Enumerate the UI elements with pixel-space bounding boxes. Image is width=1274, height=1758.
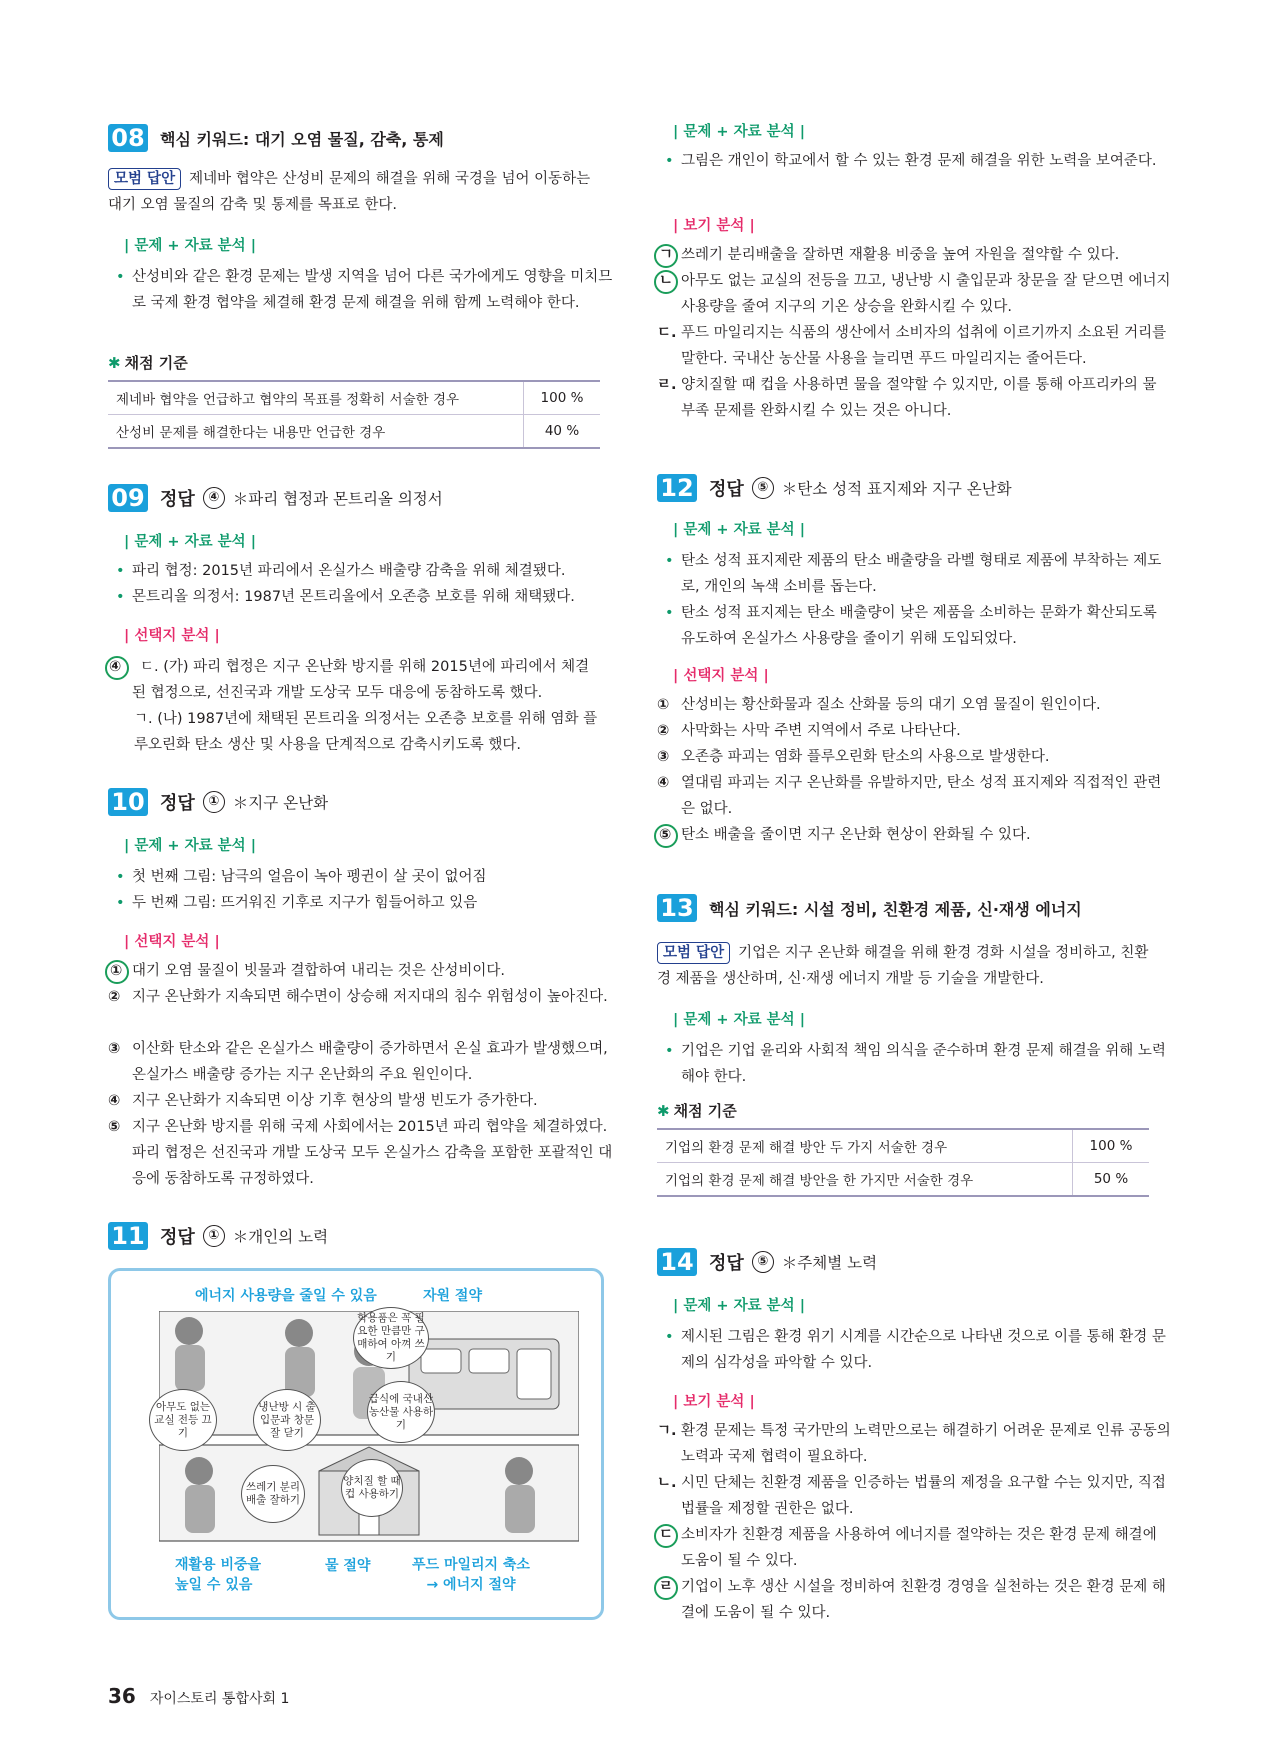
q12-bullet-2: • 탄소 성적 표지제는 탄소 배출량이 낮은 제품을 소비하는 문화가 확산되도록 유도하여 온실가스 사용량을 줄이기 위해 도입되었다. bbox=[663, 600, 1167, 652]
q11-topic: ＊개인의 노력 bbox=[232, 1228, 329, 1246]
q10-option-4: ④ 지구 온난화가 지속되면 이상 기후 현상의 발생 빈도가 증가한다. bbox=[108, 1093, 538, 1109]
q14-option-2: ㄴ. 시민 단체는 친환경 제품을 인증하는 법률의 제정을 요구할 수는 있지만, 직접 법률을 제정할 권한은 없다. bbox=[657, 1475, 1166, 1517]
q12-option-2: ② 사막화는 사막 주변 지역에서 주로 나타난다. bbox=[657, 723, 961, 739]
answer-label: 정답 bbox=[709, 1253, 744, 1274]
q12-option-3: ③ 오존층 파괴는 염화 플루오린화 탄소의 사용으로 발생한다. bbox=[657, 749, 1050, 765]
q11-header bbox=[108, 1222, 328, 1250]
q13-criteria-table bbox=[657, 1128, 1149, 1197]
q13-criteria-title: ✱ 채점 기준 bbox=[657, 1102, 737, 1120]
page-footer bbox=[108, 1684, 289, 1708]
model-answer-badge: 모범 답안 bbox=[108, 168, 181, 190]
answer-label: 정답 bbox=[160, 793, 195, 814]
q11-option-4: ㄹ. 양치질할 때 컵을 사용하면 물을 절약할 수 있지만, 이를 통해 아프리카의 물 부족 문제를 완화시킬 수 있는 것은 아니다. bbox=[657, 377, 1157, 419]
q11-bullet: • 그림은 개인이 학교에서 할 수 있는 환경 문제 해결을 위한 노력을 보여준다. bbox=[663, 148, 1167, 174]
q10-number: 10 bbox=[108, 788, 148, 816]
illus-label-recycle: 재활용 비중을 높일 수 있음 bbox=[175, 1557, 262, 1593]
q11-section-analysis: | 문제 + 자료 분석 | bbox=[673, 124, 806, 140]
q09-bullet-2: • 몬트리올 의정서: 1987년 몬트리올에서 오존층 보호를 위해 채택됐다. bbox=[114, 584, 618, 610]
q10-header bbox=[108, 788, 328, 816]
q10-bullet-1: • 첫 번째 그림: 남극의 얼음이 녹아 펭귄이 살 곳이 없어짐 bbox=[114, 864, 618, 890]
q12-option-5: ⑤ 탄소 배출을 줄이면 지구 온난화 현상이 완화될 수 있다. bbox=[657, 822, 1173, 848]
q13-model-text: 기업은 지구 온난화 해결을 위해 환경 경화 시설을 정비하고, 친환경 제품을 생산하며, 신·재생 에너지 개발 등 기술을 개발한다. bbox=[657, 945, 1149, 987]
q11-illustration bbox=[108, 1268, 604, 1620]
q13-number: 13 bbox=[657, 894, 697, 922]
q14-header bbox=[657, 1248, 877, 1276]
q08-criteria-title: ✱ 채점 기준 bbox=[108, 354, 188, 372]
answer-value: ⑤ bbox=[752, 477, 774, 499]
q09-option-1 bbox=[108, 654, 600, 706]
illus-label-energy: 에너지 사용량을 줄일 수 있음 bbox=[195, 1288, 377, 1304]
q09-header bbox=[108, 484, 443, 512]
answer-label: 정답 bbox=[709, 479, 744, 500]
answer-value: ⑤ bbox=[752, 1251, 774, 1273]
book-title: 자이스토리 통합사회 1 bbox=[149, 1691, 290, 1707]
answer-label: 정답 bbox=[160, 1227, 195, 1248]
q08-title: 핵심 키워드: 대기 오염 물질, 감축, 통제 bbox=[160, 129, 444, 149]
model-answer-badge: 모범 답안 bbox=[657, 942, 730, 964]
q14-section-options: | 보기 분석 | bbox=[673, 1394, 755, 1410]
q11-section-options: | 보기 분석 | bbox=[673, 218, 755, 234]
q14-option-3: ㄷ 소비자가 친환경 제품을 사용하여 에너지를 절약하는 것은 환경 문제 해결에 도움이 될 수 있다. bbox=[657, 1522, 1173, 1574]
q09-option-2: ㄱ. (나) 1987년에 채택된 몬트리올 의정서는 오존층 보호를 위해 염화 플루오린화 탄소 생산 및 사용을 단계적으로 감축시키도록 했다. bbox=[134, 711, 598, 753]
q10-option-2: ② 지구 온난화가 지속되면 해수면이 상승해 저지대의 침수 위험성이 높아진다. bbox=[108, 989, 608, 1005]
bubble-supplies: 학용품은 꼭 필요한 만큼만 구매하여 아껴 쓰기 bbox=[353, 1307, 429, 1369]
criteria-pct: 40 % bbox=[524, 415, 601, 449]
q09-number: 09 bbox=[108, 484, 148, 512]
q14-option-1: ㄱ. 환경 문제는 특정 국가만의 노력만으로는 해결하기 어려운 문제로 인류 공동의 노력과 국제 협력이 필요하다. bbox=[657, 1423, 1171, 1465]
illus-label-resource: 자원 절약 bbox=[423, 1288, 482, 1304]
q08-header bbox=[108, 124, 444, 152]
criteria-pct: 100 % bbox=[1073, 1129, 1150, 1163]
table-row bbox=[657, 1163, 1149, 1197]
q11-option-2: ㄴ 아무도 없는 교실의 전등을 끄고, 냉난방 시 출입문과 창문을 잘 닫으면 에너지 사용량을 줄여 지구의 기온 상승을 완화시킬 수 있다. bbox=[657, 268, 1173, 320]
bubble-doors: 냉난방 시 출입문과 창문 잘 닫기 bbox=[253, 1389, 321, 1451]
q10-topic: ＊지구 온난화 bbox=[232, 794, 329, 812]
bubble-recycle: 쓰레기 분리배출 잘하기 bbox=[241, 1465, 305, 1523]
q13-section-analysis: | 문제 + 자료 분석 | bbox=[673, 1012, 806, 1028]
table-row bbox=[657, 1129, 1149, 1163]
answer-value: ① bbox=[203, 791, 225, 813]
criteria-text: 기업의 환경 문제 해결 방안을 한 가지만 서술한 경우 bbox=[657, 1163, 1073, 1197]
q10-section-options: | 선택지 분석 | bbox=[124, 934, 220, 950]
table-row bbox=[108, 381, 600, 415]
q08-number: 08 bbox=[108, 124, 148, 152]
q09-topic: ＊파리 협정과 몬트리올 의정서 bbox=[232, 490, 443, 508]
asterisk-icon: ✱ bbox=[108, 354, 121, 372]
q12-bullet-1: • 탄소 성적 표지제란 제품의 탄소 배출량을 라벨 형태로 제품에 부착하는 제도로, 개인의 녹색 소비를 돕는다. bbox=[663, 548, 1167, 600]
q12-header bbox=[657, 474, 1012, 502]
q08-model-text: 제네바 협약은 산성비 문제의 해결을 위해 국경을 넘어 이동하는 대기 오염 물질의 감축 및 통제를 목표로 한다. bbox=[108, 171, 591, 213]
q14-option-4: ㄹ 기업이 노후 생산 시설을 정비하여 친환경 경영을 실천하는 것은 환경 문제 해결에 도움이 될 수 있다. bbox=[657, 1574, 1173, 1626]
q12-option-4: ④ 열대림 파괴는 지구 온난화를 유발하지만, 탄소 성적 표지제와 직접적인 관련은 없다. bbox=[657, 775, 1162, 817]
q10-section-analysis: | 문제 + 자료 분석 | bbox=[124, 838, 257, 854]
bubble-lights: 아무도 없는 교실 전등 끄기 bbox=[149, 1389, 217, 1451]
q09-section-options: | 선택지 분석 | bbox=[124, 628, 220, 644]
q13-model-answer bbox=[657, 940, 1149, 992]
q11-option-1: ㄱ 쓰레기 분리배출을 잘하면 재활용 비중을 높여 자원을 절약할 수 있다. bbox=[657, 242, 1173, 268]
q08-bullet: • 산성비와 같은 환경 문제는 발생 지역을 넘어 다른 국가에게도 영향을 미치므로 국제 환경 협약을 체결해 환경 문제 해결을 위해 함께 노력해야 한다. bbox=[114, 264, 618, 316]
q11-number: 11 bbox=[108, 1222, 148, 1250]
q12-section-options: | 선택지 분석 | bbox=[673, 668, 769, 684]
q12-number: 12 bbox=[657, 474, 697, 502]
q08-model-answer bbox=[108, 166, 600, 218]
q08-criteria-table bbox=[108, 380, 600, 449]
answer-value: ④ bbox=[203, 487, 225, 509]
criteria-text: 산성비 문제를 해결한다는 내용만 언급한 경우 bbox=[108, 415, 524, 449]
criteria-pct: 100 % bbox=[524, 381, 601, 415]
answer-value: ① bbox=[203, 1225, 225, 1247]
q14-bullet: • 제시된 그림은 환경 위기 시계를 시간순으로 나타낸 것으로 이를 통해 환경 문제의 심각성을 파악할 수 있다. bbox=[663, 1324, 1167, 1376]
table-row bbox=[108, 415, 600, 449]
illus-label-food-mileage: 푸드 마일리지 축소 → 에너지 절약 bbox=[412, 1557, 530, 1593]
q13-title: 핵심 키워드: 시설 정비, 친환경 제품, 신·재생 에너지 bbox=[709, 899, 1082, 919]
q10-option-5: ⑤ 지구 온난화 방지를 위해 국제 사회에서는 2015년 파리 협약을 체결하였다. 파리 협정은 선진국과 개발 도상국 모두 온실가스 감축을 포함한 포괄적인 대응에 동참하도록 규정하였다. bbox=[108, 1119, 613, 1187]
q09-section-analysis: | 문제 + 자료 분석 | bbox=[124, 534, 257, 550]
page-number: 36 bbox=[108, 1684, 136, 1708]
criteria-pct: 50 % bbox=[1073, 1163, 1150, 1197]
answer-label: 정답 bbox=[160, 489, 195, 510]
illus-label-water: 물 절약 bbox=[325, 1558, 371, 1574]
bubble-cup: 양치질 할 때 컵 사용하기 bbox=[341, 1459, 403, 1517]
q14-topic: ＊주체별 노력 bbox=[781, 1254, 878, 1272]
option-mark: ④ bbox=[109, 659, 122, 675]
q12-section-analysis: | 문제 + 자료 분석 | bbox=[673, 522, 806, 538]
q10-option-1: ① 대기 오염 물질이 빗물과 결합하여 내리는 것은 산성비이다. bbox=[108, 958, 624, 984]
q11-option-3: ㄷ. 푸드 마일리지는 식품의 생산에서 소비자의 섭취에 이르기까지 소요된 거리를 말한다. 국내산 농산물 사용을 늘리면 푸드 마일리지는 줄어든다. bbox=[657, 325, 1167, 367]
asterisk-icon: ✱ bbox=[657, 1102, 670, 1120]
q14-section-analysis: | 문제 + 자료 분석 | bbox=[673, 1298, 806, 1314]
q12-topic: ＊탄소 성적 표지제와 지구 온난화 bbox=[781, 480, 1012, 498]
criteria-text: 기업의 환경 문제 해결 방안 두 가지 서술한 경우 bbox=[657, 1129, 1073, 1163]
option-text: ㄷ. (가) 파리 협정은 지구 온난화 방지를 위해 2015년에 파리에서 체결된 협정으로, 선진국과 개발 도상국 모두 대응에 동참하도록 했다. bbox=[132, 659, 590, 701]
criteria-text: 제네바 협약을 언급하고 협약의 목표를 정확히 서술한 경우 bbox=[108, 381, 524, 415]
q13-header bbox=[657, 894, 1082, 922]
q13-bullet: • 기업은 기업 윤리와 사회적 책임 의식을 준수하며 환경 문제 해결을 위해 노력해야 한다. bbox=[663, 1038, 1167, 1090]
bubble-local-food: 급식에 국내산 농산물 사용하기 bbox=[367, 1381, 435, 1443]
q10-bullet-2: • 두 번째 그림: 뜨거워진 기후로 지구가 힘들어하고 있음 bbox=[114, 890, 618, 916]
q09-bullet-1: • 파리 협정: 2015년 파리에서 온실가스 배출량 감축을 위해 체결됐다. bbox=[114, 558, 618, 584]
q14-number: 14 bbox=[657, 1248, 697, 1276]
q10-option-3: ③ 이산화 탄소와 같은 온실가스 배출량이 증가하면서 온실 효과가 발생했으며, 온실가스 배출량 증가는 지구 온난화의 주요 원인이다. bbox=[108, 1041, 608, 1083]
q08-section-analysis: | 문제 + 자료 분석 | bbox=[124, 238, 257, 254]
q12-option-1: ① 산성비는 황산화물과 질소 산화물 등의 대기 오염 물질이 원인이다. bbox=[657, 697, 1101, 713]
